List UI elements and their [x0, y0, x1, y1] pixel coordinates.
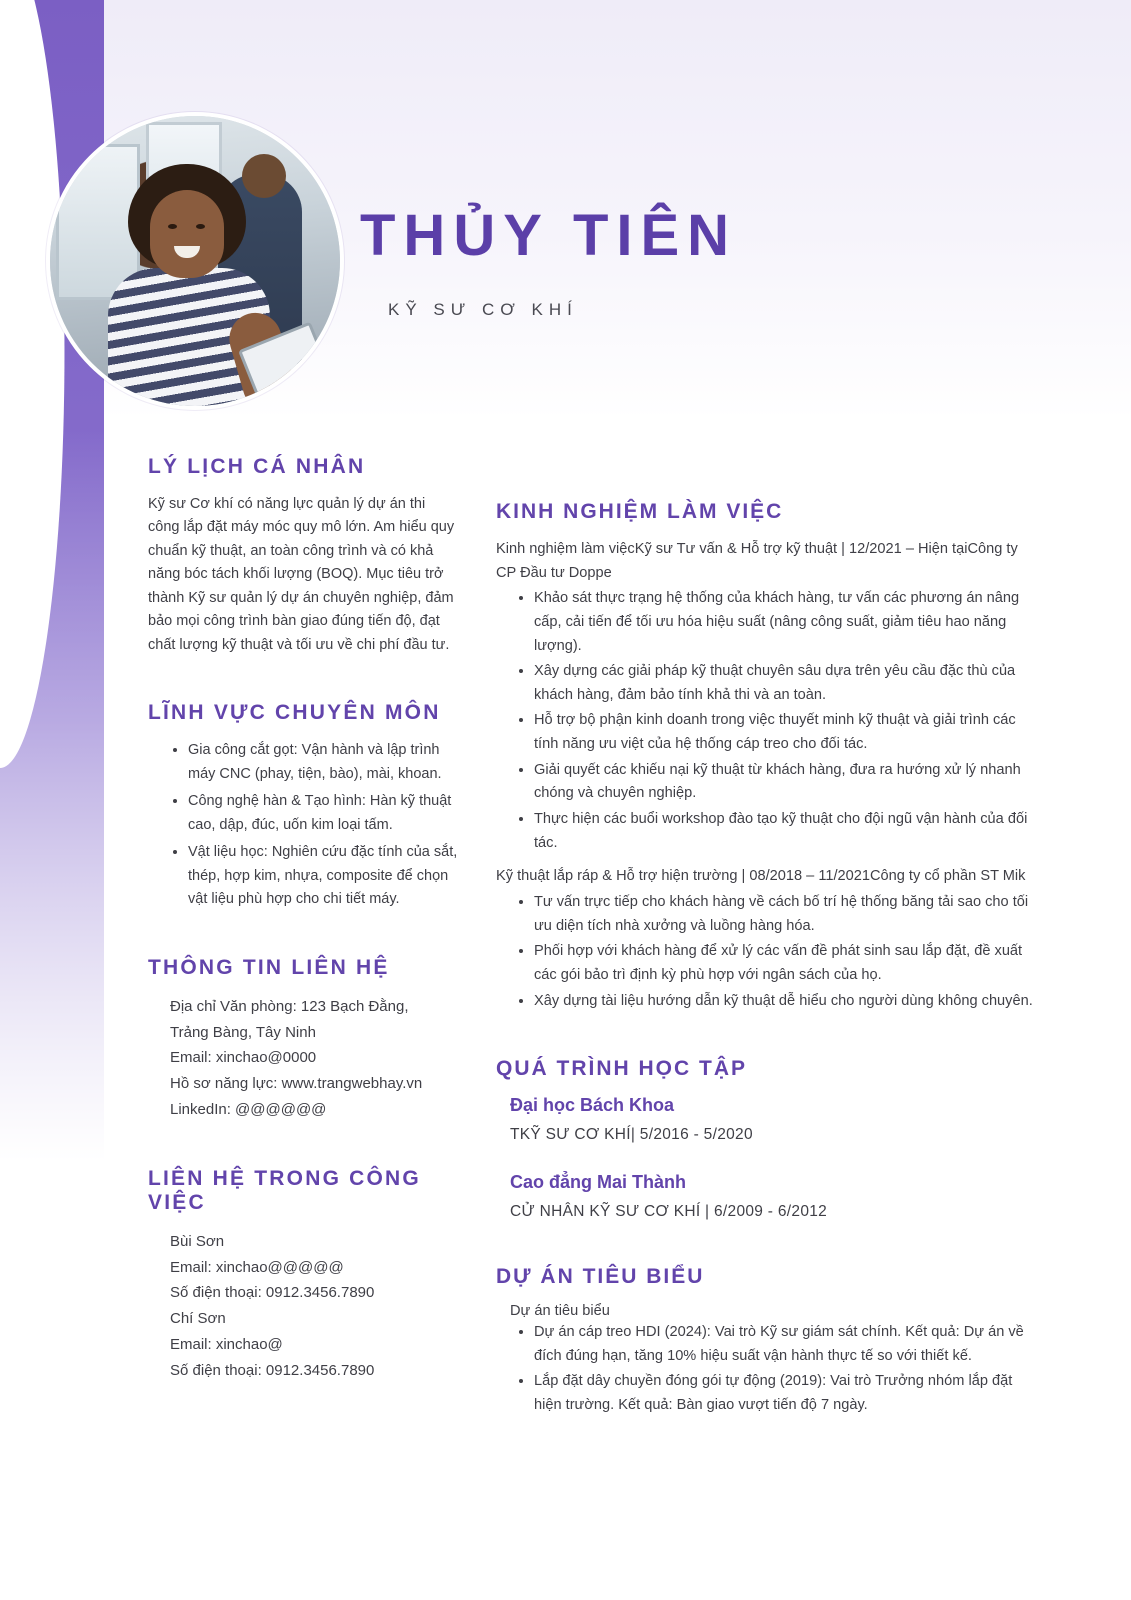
list-item: • Giải quyết các khiếu nại kỹ thuật từ khách hàng, đưa ra hướng xử lý nhanh chóng và chuyên nghiệp. [534, 759, 1036, 806]
experience-heading: Kỹ thuật lắp ráp & Hỗ trợ hiện trường | 08/2018 – 11/2021Công ty cổ phần ST Mik [496, 868, 1026, 885]
list-item: • Hỗ trợ bộ phận kinh doanh trong việc thuyết minh kỹ thuật và giải trình các tính năng ưu việt của hệ thống cáp treo cho đối tác. [534, 709, 1036, 756]
section-title-projects: DỰ ÁN TIÊU BIỂU [496, 1265, 705, 1289]
experience-bullets [496, 891, 1036, 1013]
reference-name: Chí Sơn [170, 1310, 226, 1328]
list-item: • Phối hợp với khách hàng để xử lý các vấn đề phát sinh sau lắp đặt, đề xuất các gói bảo trì định kỳ phù hợp với ngân sách của họ. [534, 940, 1036, 987]
list-item: • Vật liệu học: Nghiên cứu đặc tính của sắt, thép, hợp kim, nhựa, composite để chọn vật liệu phù hợp cho chi tiết máy. [188, 841, 460, 911]
list-item: • Xây dựng các giải pháp kỹ thuật chuyên sâu dựa trên yêu cầu đặc thù của khách hàng, đảm bảo tính khả thi và an toàn. [534, 660, 1036, 707]
experience-heading: Kinh nghiệm làm việcKỹ sư Tư vấn & Hỗ trợ kỹ thuật | 12/2021 – Hiện tạiCông ty CP Đầu tư Doppe [496, 541, 1018, 581]
education-item [496, 1172, 1036, 1221]
contact-line: Địa chỉ Văn phòng: 123 Bạch Đằng, [170, 997, 409, 1015]
list-item: • Gia công cắt gọt: Vận hành và lập trình máy CNC (phay, tiện, bào), mài, khoan. [188, 739, 460, 786]
reference-name: Bùi Sơn [170, 1232, 225, 1250]
section-title-references: LIÊN HỆ TRONG CÔNG VIỆC [148, 1166, 421, 1214]
page-title: THỦY TIÊN [360, 203, 738, 268]
section-title-education: QUÁ TRÌNH HỌC TẬP [496, 1057, 747, 1081]
right-column [496, 500, 1036, 1448]
list-item: • Công nghệ hàn & Tạo hình: Hàn kỹ thuật cao, dập, đúc, uốn kim loại tấm. [188, 790, 460, 837]
projects-intro: Dự án tiêu biểu [510, 1303, 610, 1320]
photo-subject-face [150, 190, 224, 278]
reference-email[interactable]: Email: xinchao@ [170, 1335, 283, 1353]
education-school: Cao đẳng Mai Thành [510, 1172, 687, 1193]
section-education [496, 1057, 1036, 1221]
decorative-band-fade [0, 430, 104, 1600]
projects-list [496, 1321, 1036, 1418]
skills-list [148, 739, 460, 911]
list-item: • Thực hiện các buổi workshop đào tạo kỹ thuật cho đội ngũ vận hành của đối tác. [534, 808, 1036, 855]
list-item: • Lắp đặt dây chuyền đóng gói tự động (2019): Vai trò Trưởng nhóm lắp đặt hiện trường. Kết quả: Bàn giao vượt tiến độ 7 ngày. [534, 1370, 1036, 1417]
contact-line-email[interactable]: Email: xinchao@0000 [170, 1049, 317, 1067]
references-details [148, 1229, 460, 1384]
list-item: • Dự án cáp treo HDI (2024): Vai trò Kỹ sư giám sát chính. Kết quả: Dự án về đích đúng hạn, tăng 10% hiệu suất vận hành thực tế so với thiết kế. [534, 1321, 1036, 1368]
contact-line-linkedin[interactable]: LinkedIn: @@@@@@ [170, 1100, 327, 1118]
contact-line-website[interactable]: Hồ sơ năng lực: www.trangwebhay.vn [170, 1075, 423, 1093]
list-item: • Khảo sát thực trạng hệ thống của khách hàng, tư vấn các phương án nâng cấp, cải tiến để tối ưu hóa hiệu suất (nâng công suất, giảm tiêu hao năng lượng). [534, 587, 1036, 658]
education-degree: TKỸ SƯ CƠ KHÍ| 5/2016 - 5/2020 [510, 1126, 753, 1144]
list-item: • Tư vấn trực tiếp cho khách hàng về cách bố trí hệ thống băng tải sao cho tối ưu diện tích nhà xưởng và luồng hàng hóa. [534, 891, 1036, 938]
portrait-photo [50, 116, 340, 406]
section-projects [496, 1265, 1036, 1418]
left-column [148, 455, 460, 1428]
section-experience [496, 500, 1036, 1013]
reference-email[interactable]: Email: xinchao@@@@@ [170, 1258, 344, 1276]
education-item [496, 1095, 1036, 1144]
experience-bullets [496, 587, 1036, 855]
section-title-skills: LĨNH VỰC CHUYÊN MÔN [148, 701, 441, 725]
photo-subject-eye-left [168, 224, 177, 229]
contact-line: Trảng Bàng, Tây Ninh [170, 1023, 316, 1041]
section-profile [148, 455, 460, 657]
experience-item [496, 538, 1036, 855]
education-school: Đại học Bách Khoa [510, 1095, 675, 1116]
section-contact [148, 956, 460, 1123]
reference-phone[interactable]: Số điện thoại: 0912.3456.7890 [170, 1361, 375, 1379]
avatar [46, 112, 344, 410]
list-item: • Xây dựng tài liệu hướng dẫn kỹ thuật dễ hiểu cho người dùng không chuyên. [534, 990, 1036, 1014]
section-skills [148, 701, 460, 911]
reference-phone[interactable]: Số điện thoại: 0912.3456.7890 [170, 1284, 375, 1302]
experience-item [496, 865, 1036, 1013]
photo-subject-eye-right [196, 224, 205, 229]
contact-details [148, 994, 460, 1123]
section-title-experience: KINH NGHIỆM LÀM VIỆC [496, 500, 784, 523]
section-title-contact: THÔNG TIN LIÊN HỆ [148, 955, 390, 979]
photo-background-person-head [242, 154, 286, 198]
profile-summary: Kỹ sư Cơ khí có năng lực quản lý dự án thi công lắp đặt máy móc quy mô lớn. Am hiểu quy chuẩn kỹ thuật, an toàn công trình và có khả năng bóc tách khối lượng (BOQ). Mục tiêu trở thành Kỹ sư quản lý dự án chuyên nghiệp, đảm bảo mọi công trình bàn giao đúng tiến độ, đạt chất lượng kỹ thuật và tối ưu về chi phí đầu tư. [148, 496, 455, 653]
education-degree: CỬ NHÂN KỸ SƯ CƠ KHÍ | 6/2009 - 6/2012 [510, 1203, 828, 1221]
section-references [148, 1167, 460, 1384]
section-title-profile: LÝ LỊCH CÁ NHÂN [148, 455, 366, 478]
job-title: KỸ SƯ CƠ KHÍ [388, 300, 578, 319]
